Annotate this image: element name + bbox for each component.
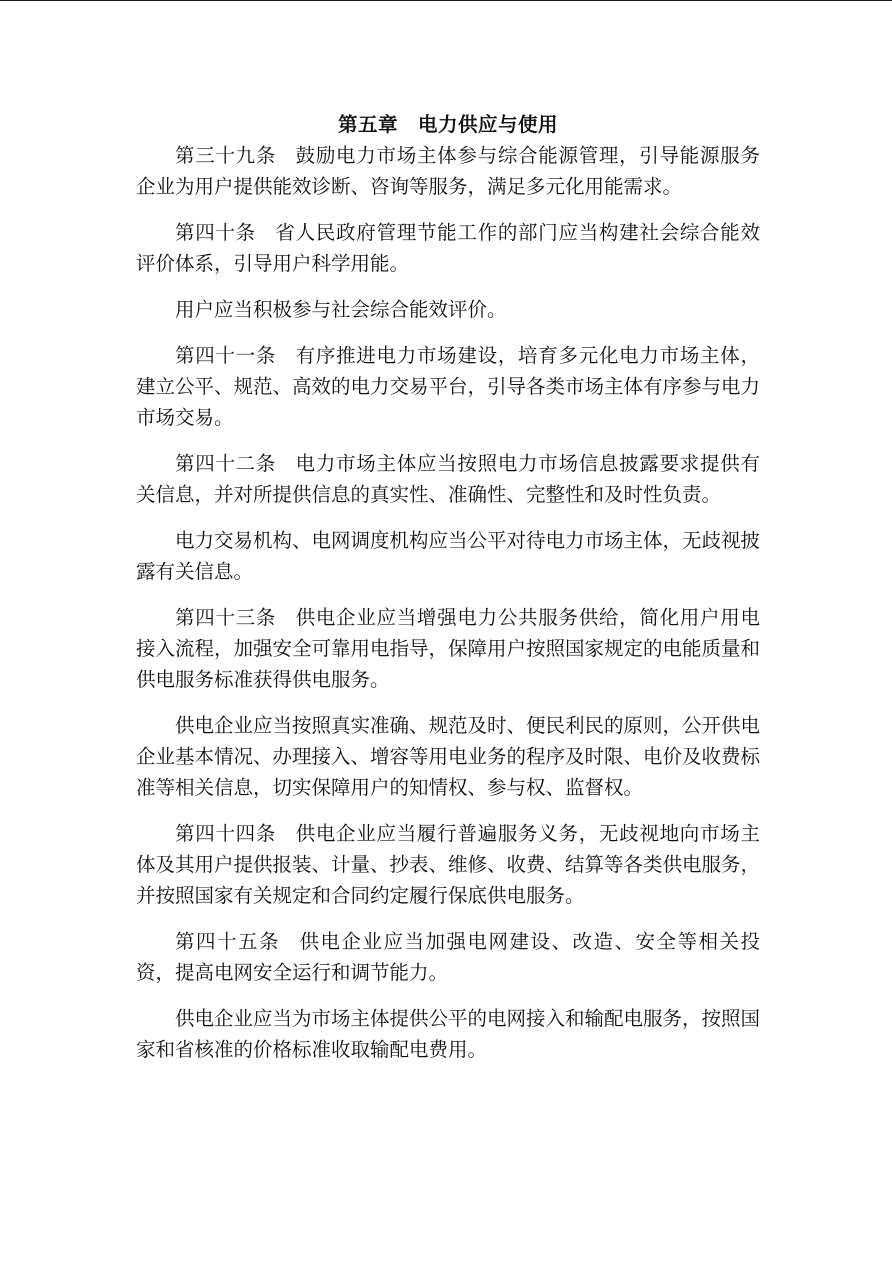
paragraph-text: 电力市场主体应当按照电力市场信息披露要求提供有关信息，并对所提供信息的真实性、准确性、完整性和及时性负责。 [136, 452, 760, 506]
chapter-title: 第五章 电力供应与使用 [337, 113, 558, 136]
paragraph-text: 用户应当积极参与社会综合能效评价。 [175, 298, 507, 321]
paragraph-article-42 [136, 448, 760, 510]
paragraph-article-42-clause-2 [136, 525, 760, 587]
paragraph-article-39 [136, 140, 760, 202]
article-number: 第四十三条 [175, 606, 277, 629]
paragraph-text: 供电企业应当按照真实准确、规范及时、便民利民的原则，公开供电企业基本情况、办理接入、增容等用电业务的程序及时限、电价及收费标准等相关信息，切实保障用户的知情权、参与权、监督权。 [136, 714, 761, 799]
paragraph-text: 鼓励电力市场主体参与综合能源管理，引导能源服务企业为用户提供能效诊断、咨询等服务，满足多元化用能需求。 [136, 144, 760, 198]
article-number: 第四十二条 [175, 452, 277, 475]
paragraph-text: 供电企业应当增强电力公共服务供给，简化用户用电接入流程，加强安全可靠用电指导，保障用户按照国家规定的电能质量和供电服务标准获得供电服务。 [136, 606, 761, 691]
page-top-border [0, 0, 892, 1]
paragraph-text: 供电企业应当加强电网建设、改造、安全等相关投资，提高电网安全运行和调节能力。 [136, 930, 760, 984]
article-number: 第四十五条 [175, 930, 280, 953]
paragraph-text: 省人民政府管理节能工作的部门应当构建社会综合能效评价体系，引导用户科学用能。 [136, 221, 760, 275]
article-number: 第三十九条 [175, 144, 277, 167]
paragraph-text: 电力交易机构、电网调度机构应当公平对待电力市场主体，无歧视披露有关信息。 [136, 529, 761, 583]
article-number: 第四十一条 [175, 344, 277, 367]
paragraph-text: 供电企业应当履行普遍服务义务，无歧视地向市场主体及其用户提供报装、计量、抄表、维修、收费、结算等各类供电服务，并按照国家有关规定和合同约定履行保底供电服务。 [136, 822, 761, 907]
paragraph-article-45-clause-2 [136, 1003, 760, 1065]
document-page [136, 110, 760, 1080]
paragraph-article-40 [136, 217, 760, 279]
paragraph-article-43-clause-2 [136, 710, 760, 803]
article-number: 第四十条 [175, 221, 256, 244]
paragraph-article-44 [136, 818, 760, 911]
paragraph-article-41 [136, 340, 760, 433]
paragraph-text: 有序推进电力市场建设，培育多元化电力市场主体，建立公平、规范、高效的电力交易平台，引导各类市场主体有序参与电力市场交易。 [136, 344, 761, 429]
paragraph-text: 供电企业应当为市场主体提供公平的电网接入和输配电服务，按照国家和省核准的价格标准收取输配电费用。 [136, 1007, 761, 1061]
paragraph-article-40-clause-2 [136, 294, 760, 325]
paragraph-article-43 [136, 602, 760, 695]
paragraph-article-45 [136, 926, 760, 988]
article-number: 第四十四条 [175, 822, 277, 845]
